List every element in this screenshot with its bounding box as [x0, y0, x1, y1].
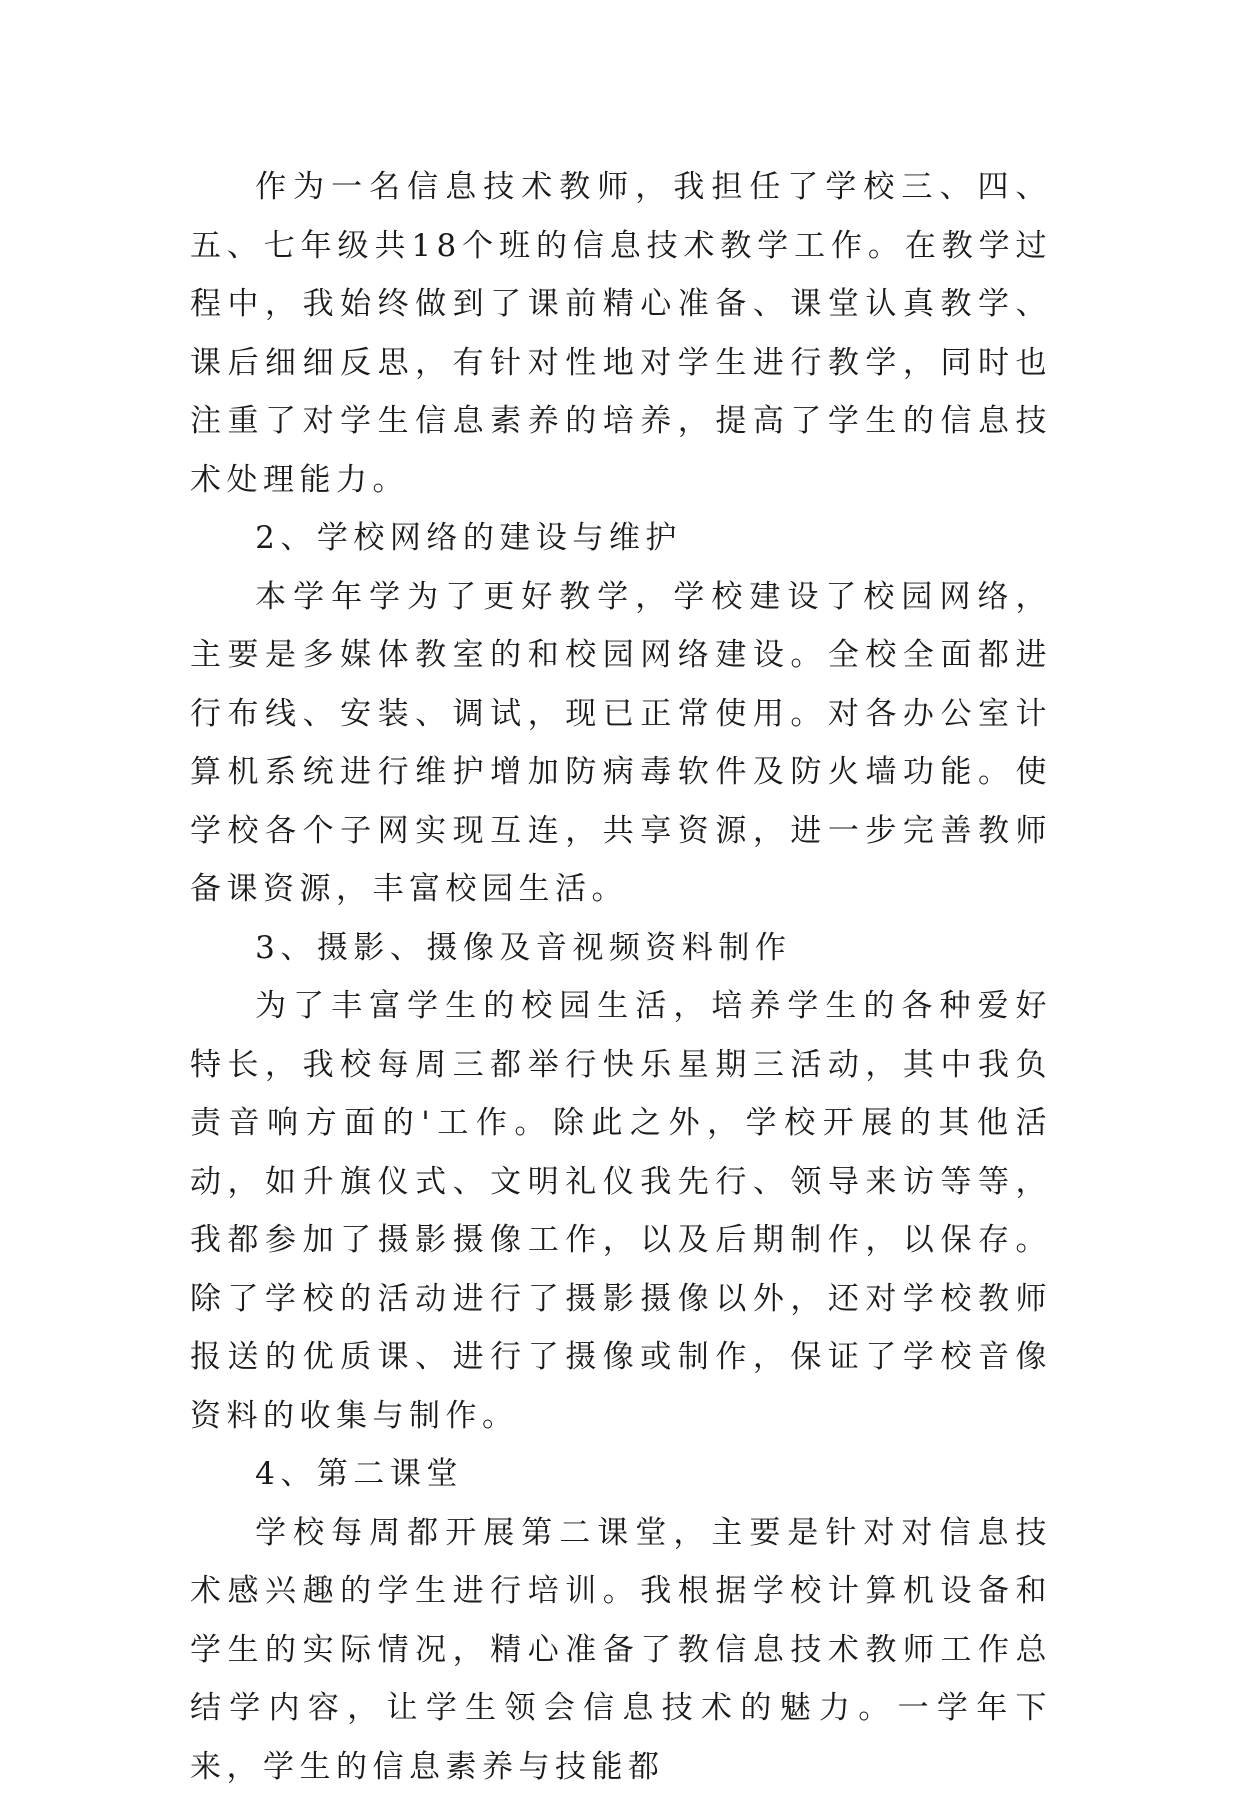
paragraph-network-construction: 本学年学为了更好教学，学校建设了校园网络，主要是多媒体教室的和校园网络建设。全校全面都进行布线、安装、调试，现已正常使用。对各办公室计算机系统进行维护增加防病毒软件及防火墙功能。使学校各个子网实现互连，共享资源，进一步完善教师备课资源，丰富校园生活。	[190, 568, 1052, 919]
section-heading-network: 2、学校网络的建设与维护	[190, 509, 1052, 568]
section-heading-photography: 3、摄影、摄像及音视频资料制作	[190, 919, 1052, 978]
paragraph-photography-production: 为了丰富学生的校园生活，培养学生的各种爱好特长，我校每周三都举行快乐星期三活动，其中我负责音响方面的'工作。除此之外，学校开展的其他活动，如升旗仪式、文明礼仪我先行、领导来访等等，我都参加了摄影摄像工作，以及后期制作，以保存。除了学校的活动进行了摄影摄像以外，还对学校教师报送的优质课、进行了摄像或制作，保证了学校音像资料的收集与制作。	[190, 977, 1052, 1445]
document-body	[190, 158, 1052, 1796]
paragraph-teaching-work: 作为一名信息技术教师，我担任了学校三、四、五、七年级共18个班的信息技术教学工作。在教学过程中，我始终做到了课前精心准备、课堂认真教学、课后细细反思，有针对性地对学生进行教学，同时也注重了对学生信息素养的培养，提高了学生的信息技术处理能力。	[190, 158, 1052, 509]
paragraph-second-classroom: 学校每周都开展第二课堂，主要是针对对信息技术感兴趣的学生进行培训。我根据学校计算机设备和学生的实际情况，精心准备了教信息技术教师工作总结学内容，让学生领会信息技术的魅力。一学年下来，学生的信息素养与技能都	[190, 1504, 1052, 1796]
section-heading-second-classroom: 4、第二课堂	[190, 1445, 1052, 1504]
